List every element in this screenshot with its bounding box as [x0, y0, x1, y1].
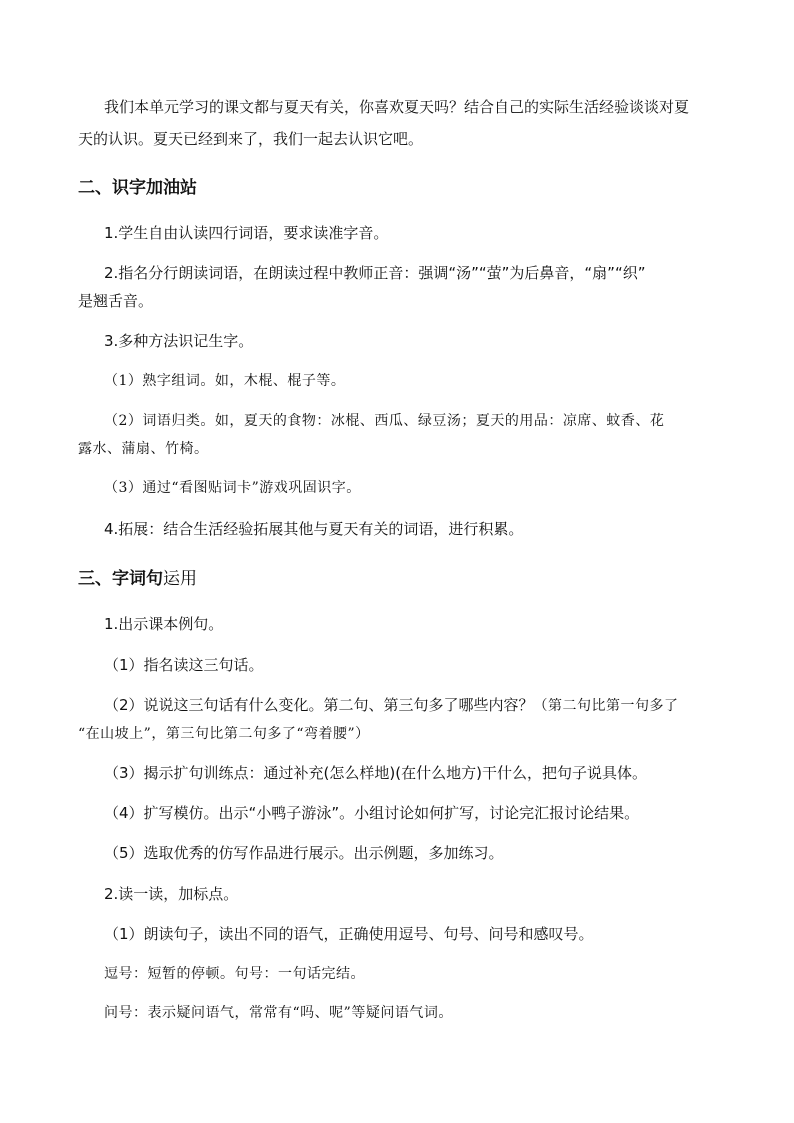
sentence-sub-2-note: （第二句比第一句多了	[533, 698, 679, 714]
literacy-sub-2-line-1: （2）词语归类。如，夏天的食物：冰棍、西瓜、绿豆汤；夏天的用品：凉席、蚊香、花	[104, 413, 665, 429]
sentence-sub-5: （5）选取优秀的仿写作品进行展示。出示例题，多加练习。	[104, 844, 504, 862]
punctuation-note-2: 问号：表示疑问语气，常常有“吗、呢”等疑问语气词。	[104, 1005, 453, 1021]
literacy-sub-3: （3）通过“看图贴词卡”游戏巩固识字。	[104, 480, 361, 496]
literacy-item-1: 1.学生自由认读四行词语，要求读准字音。	[104, 224, 389, 242]
literacy-sub-1: （1）熟字组词。如，木棍、棍子等。	[104, 373, 346, 389]
literacy-item-2-line-2: 是翘舌音。	[78, 292, 154, 310]
literacy-item-3: 3.多种方法识记生字。	[104, 332, 254, 350]
literacy-item-2-line-1: 2.指名分行朗读词语，在朗读过程中教师正音：强调“汤”“萤”为后鼻音，“扇”“织”	[104, 264, 646, 282]
section-heading-light: 运用	[163, 569, 197, 589]
sentence-sub-2-main: （2）说说这三句话有什么变化。第二句、第三句多了哪些内容？	[104, 696, 534, 714]
sentence-sub-2-line-1	[104, 690, 679, 721]
literacy-item-4: 4.拓展：结合生活经验拓展其他与夏天有关的词语，进行积累。	[104, 520, 524, 538]
sentence-item-1: 1.出示课本例句。	[104, 615, 224, 633]
intro-line-2: 天的认识。夏天已经到来了，我们一起去认识它吧。	[78, 130, 424, 148]
sentence-sub-2-line-2: “在山坡上”，第三句比第二句多了“弯着腰”）	[78, 726, 370, 742]
intro-line-1: 我们本单元学习的课文都与夏天有关，你喜欢夏天吗？结合自己的实际生活经验谈谈对夏	[104, 98, 690, 116]
sentence-sub-4: （4）扩写模仿。出示“小鸭子游泳”。小组讨论如何扩写，讨论完汇报讨论结果。	[104, 804, 640, 822]
sentence-sub-1: （1）指名读这三句话。	[104, 656, 264, 674]
section-heading-literacy: 二、识字加油站	[78, 178, 197, 198]
sentence-sub-6: （1）朗读句子，读出不同的语气，正确使用逗号、句号、问号和感叹号。	[104, 925, 594, 943]
section-heading-bold: 三、字词句	[78, 569, 163, 589]
sentence-item-2: 2.读一读，加标点。	[104, 885, 239, 903]
sentence-sub-3: （3）揭示扩句训练点：通过补充(怎么样地)(在什么地方)干什么，把句子说具体。	[104, 764, 647, 782]
section-heading-sentences	[78, 563, 197, 595]
literacy-sub-2-line-2: 露水、蒲扇、竹椅。	[78, 441, 209, 457]
punctuation-note-1: 逗号：短暂的停顿。句号：一句话完结。	[104, 966, 365, 982]
